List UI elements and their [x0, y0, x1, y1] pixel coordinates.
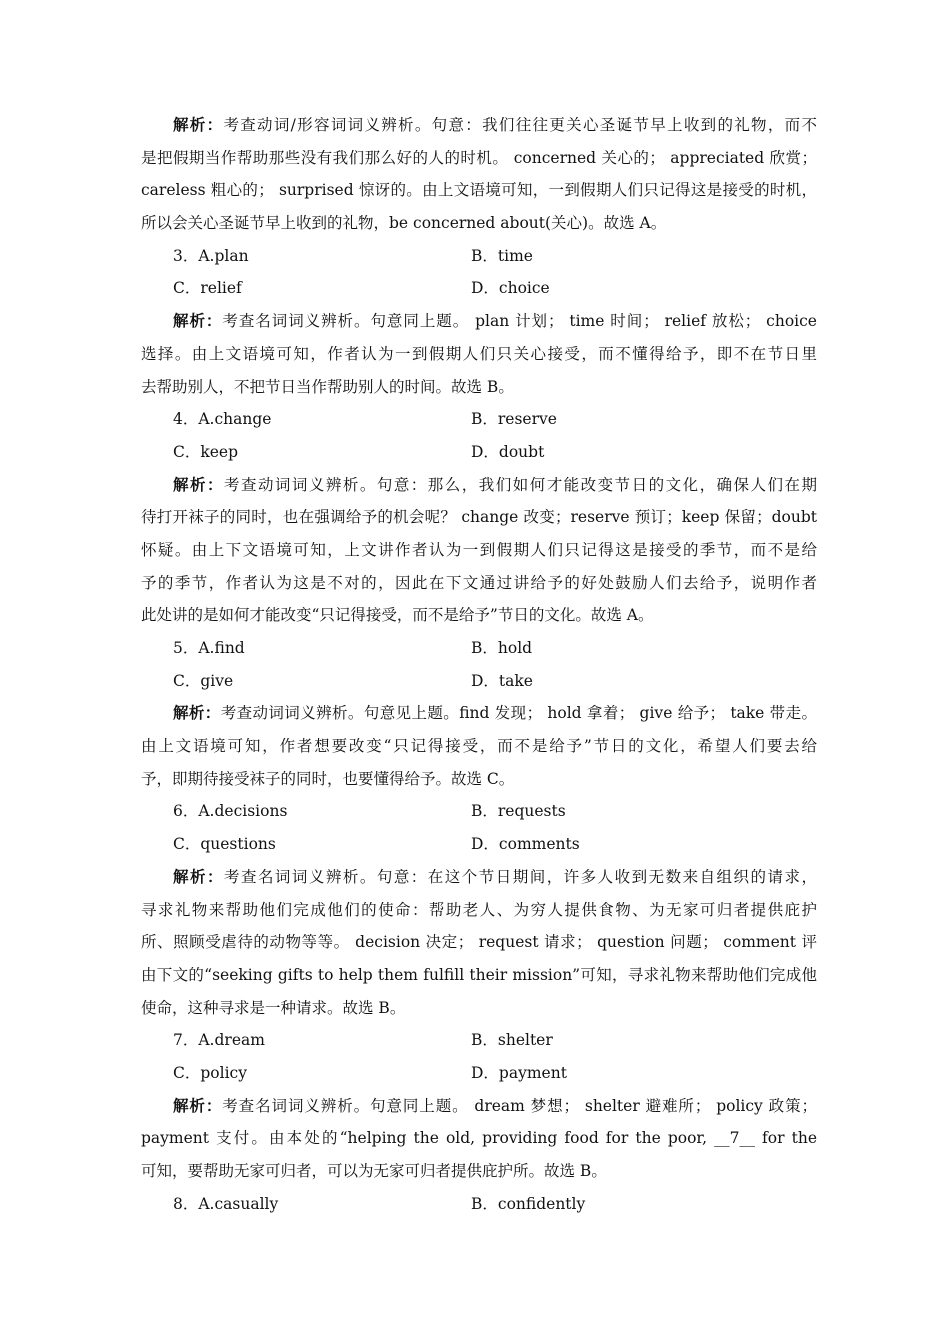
explanation-line — [141, 174, 817, 207]
option-b: B．confidently — [471, 1194, 586, 1213]
option-d: D．doubt — [471, 442, 545, 461]
explanation-text: 去帮助别人，不把节日当作帮助别人的时间。故选 B。 — [141, 377, 514, 396]
explanation-label: 解析： — [173, 115, 224, 134]
explanation-label: 解析： — [173, 866, 224, 886]
explanation-line — [141, 338, 817, 371]
option-a: 5．A.find — [173, 639, 245, 657]
explanation-line — [141, 207, 817, 240]
explanation-text: 寻求礼物来帮助他们完成他们的使命：帮助老人、为穷人提供食物、为无家可归者提供庇护 — [141, 900, 817, 919]
explanation-line — [141, 1155, 817, 1188]
option-d: D．choice — [471, 279, 550, 298]
option-a: 7．A.dream — [173, 1031, 265, 1050]
option-a: 8．A.casually — [173, 1194, 279, 1213]
explanation-line — [141, 109, 817, 142]
explanation-text: payment 支付。由本处的“helping the old, providing food for the poor, __7__ for the — [141, 1129, 817, 1148]
explanation-text: 予的季节，作者认为这是不对的，因此在下文通过讲给予的好处鼓励人们去给予，说明作者 — [141, 573, 817, 592]
option-row — [141, 1057, 817, 1090]
option-c: C．give — [173, 671, 234, 690]
explanation-line — [141, 534, 817, 567]
option-d: D．take — [471, 671, 533, 690]
explanation-text: 使命，这种寻求是一种请求。故选 B。 — [141, 998, 406, 1017]
explanation-line — [141, 959, 817, 992]
option-b: B．requests — [471, 802, 566, 821]
explanation-text: 考查名词词义辨析。句意同上题。 dream 梦想； shelter 避难所； policy 政策； — [222, 1096, 817, 1115]
explanation-text: 考查动词词义辨析。句意见上题。find 发现； hold 拿着； give 给予； take 带走。 — [220, 704, 817, 723]
option-row — [141, 403, 817, 436]
explanation-line — [141, 305, 817, 338]
explanation-label: 解析： — [173, 703, 221, 723]
explanation-text: 考查名词词义辨析。句意同上题。 plan 计划； time 时间； relief 放松； choice — [222, 312, 817, 331]
explanation-line — [141, 501, 817, 534]
option-a: 6．A.decisions — [173, 802, 288, 821]
option-a: 3．A.plan — [173, 246, 249, 265]
explanation-line — [141, 926, 817, 959]
explanation-line — [141, 1090, 817, 1123]
option-row — [141, 1188, 817, 1221]
explanation-line — [141, 142, 817, 175]
option-c: C．relief — [173, 279, 242, 298]
option-b: B．hold — [471, 639, 533, 657]
explanation-text: 所以会关心圣诞节早上收到的礼物，be concerned about(关心)。故选 A。 — [141, 214, 667, 233]
explanation-line — [141, 469, 817, 502]
option-d: D．payment — [471, 1063, 567, 1082]
option-d: D．comments — [471, 835, 580, 854]
option-row — [141, 665, 817, 698]
explanation-text: 予，即期待接受袜子的同时，也要懂得给予。故选 C。 — [141, 769, 515, 788]
explanation-line — [141, 861, 817, 894]
explanation-line — [141, 1122, 817, 1155]
explanation-label: 解析： — [173, 311, 223, 331]
explanation-text: 选择。由上文语境可知，作者认为一到假期人们只关心接受，而不懂得给予，即不在节日里 — [141, 344, 817, 363]
explanation-line — [141, 697, 817, 730]
explanation-text: 可知，要帮助无家可归者，可以为无家可归者提供庇护所。故选 B。 — [141, 1162, 607, 1180]
option-row — [141, 436, 817, 469]
option-b: B．reserve — [471, 410, 557, 429]
option-row — [141, 240, 817, 273]
option-c: C．questions — [173, 835, 276, 854]
option-c: C．keep — [173, 442, 239, 461]
explanation-text: 怀疑。由上下文语境可知，上文讲作者认为一到假期人们只记得这是接受的季节，而不是给 — [141, 540, 817, 559]
explanation-label: 解析： — [173, 474, 224, 494]
explanation-line — [141, 567, 817, 600]
option-row — [141, 795, 817, 828]
explanation-text: 所、照顾受虐待的动物等等。 decision 决定； request 请求； question 问题； comment 评 — [141, 933, 817, 952]
explanation-line — [141, 599, 817, 632]
option-b: B．shelter — [471, 1031, 553, 1050]
explanation-text: 由上文语境可知，作者想要改变“只记得接受，而不是给予”节日的文化，希望人们要去给 — [141, 737, 817, 756]
explanation-line — [141, 763, 817, 796]
explanation-text: careless 粗心的； surprised 惊讶的。由上文语境可知，一到假期人们只记得这是接受的时机， — [141, 181, 817, 200]
explanation-text: 待打开袜子的同时，也在强调给予的机会呢？ change 改变；reserve 预订；keep 保留；doubt — [141, 508, 817, 527]
option-a: 4．A.change — [173, 410, 272, 429]
explanation-line — [141, 894, 817, 927]
explanation-text: 考查名词词义辨析。句意：在这个节日期间，许多人收到无数来自组织的请求， — [223, 867, 817, 886]
option-row — [141, 1024, 817, 1057]
explanation-line — [141, 371, 817, 404]
explanation-text: 此处讲的是如何才能改变“只记得接受，而不是给予”节日的文化。故选 A。 — [141, 606, 654, 625]
explanation-text: 考查动词词义辨析。句意：那么，我们如何才能改变节日的文化，确保人们在期 — [223, 475, 817, 494]
option-row — [141, 828, 817, 861]
explanation-text: 考查动词/形容词词义辨析。句意：我们往往更关心圣诞节早上收到的礼物，而不 — [223, 116, 817, 134]
explanation-text: 是把假期当作帮助那些没有我们那么好的人的时机。 concerned 关心的； appreciated 欣赏； — [141, 148, 817, 167]
document-page — [141, 109, 817, 1220]
option-b: B．time — [471, 246, 533, 265]
explanation-text: 由下文的“seeking gifts to help them fulfill their mission”可知，寻求礼物来帮助他们完成他 — [141, 965, 817, 984]
explanation-label: 解析： — [173, 1095, 223, 1115]
option-c: C．policy — [173, 1063, 247, 1082]
explanation-line — [141, 730, 817, 763]
option-row — [141, 272, 817, 305]
explanation-line — [141, 992, 817, 1025]
option-row — [141, 632, 817, 665]
